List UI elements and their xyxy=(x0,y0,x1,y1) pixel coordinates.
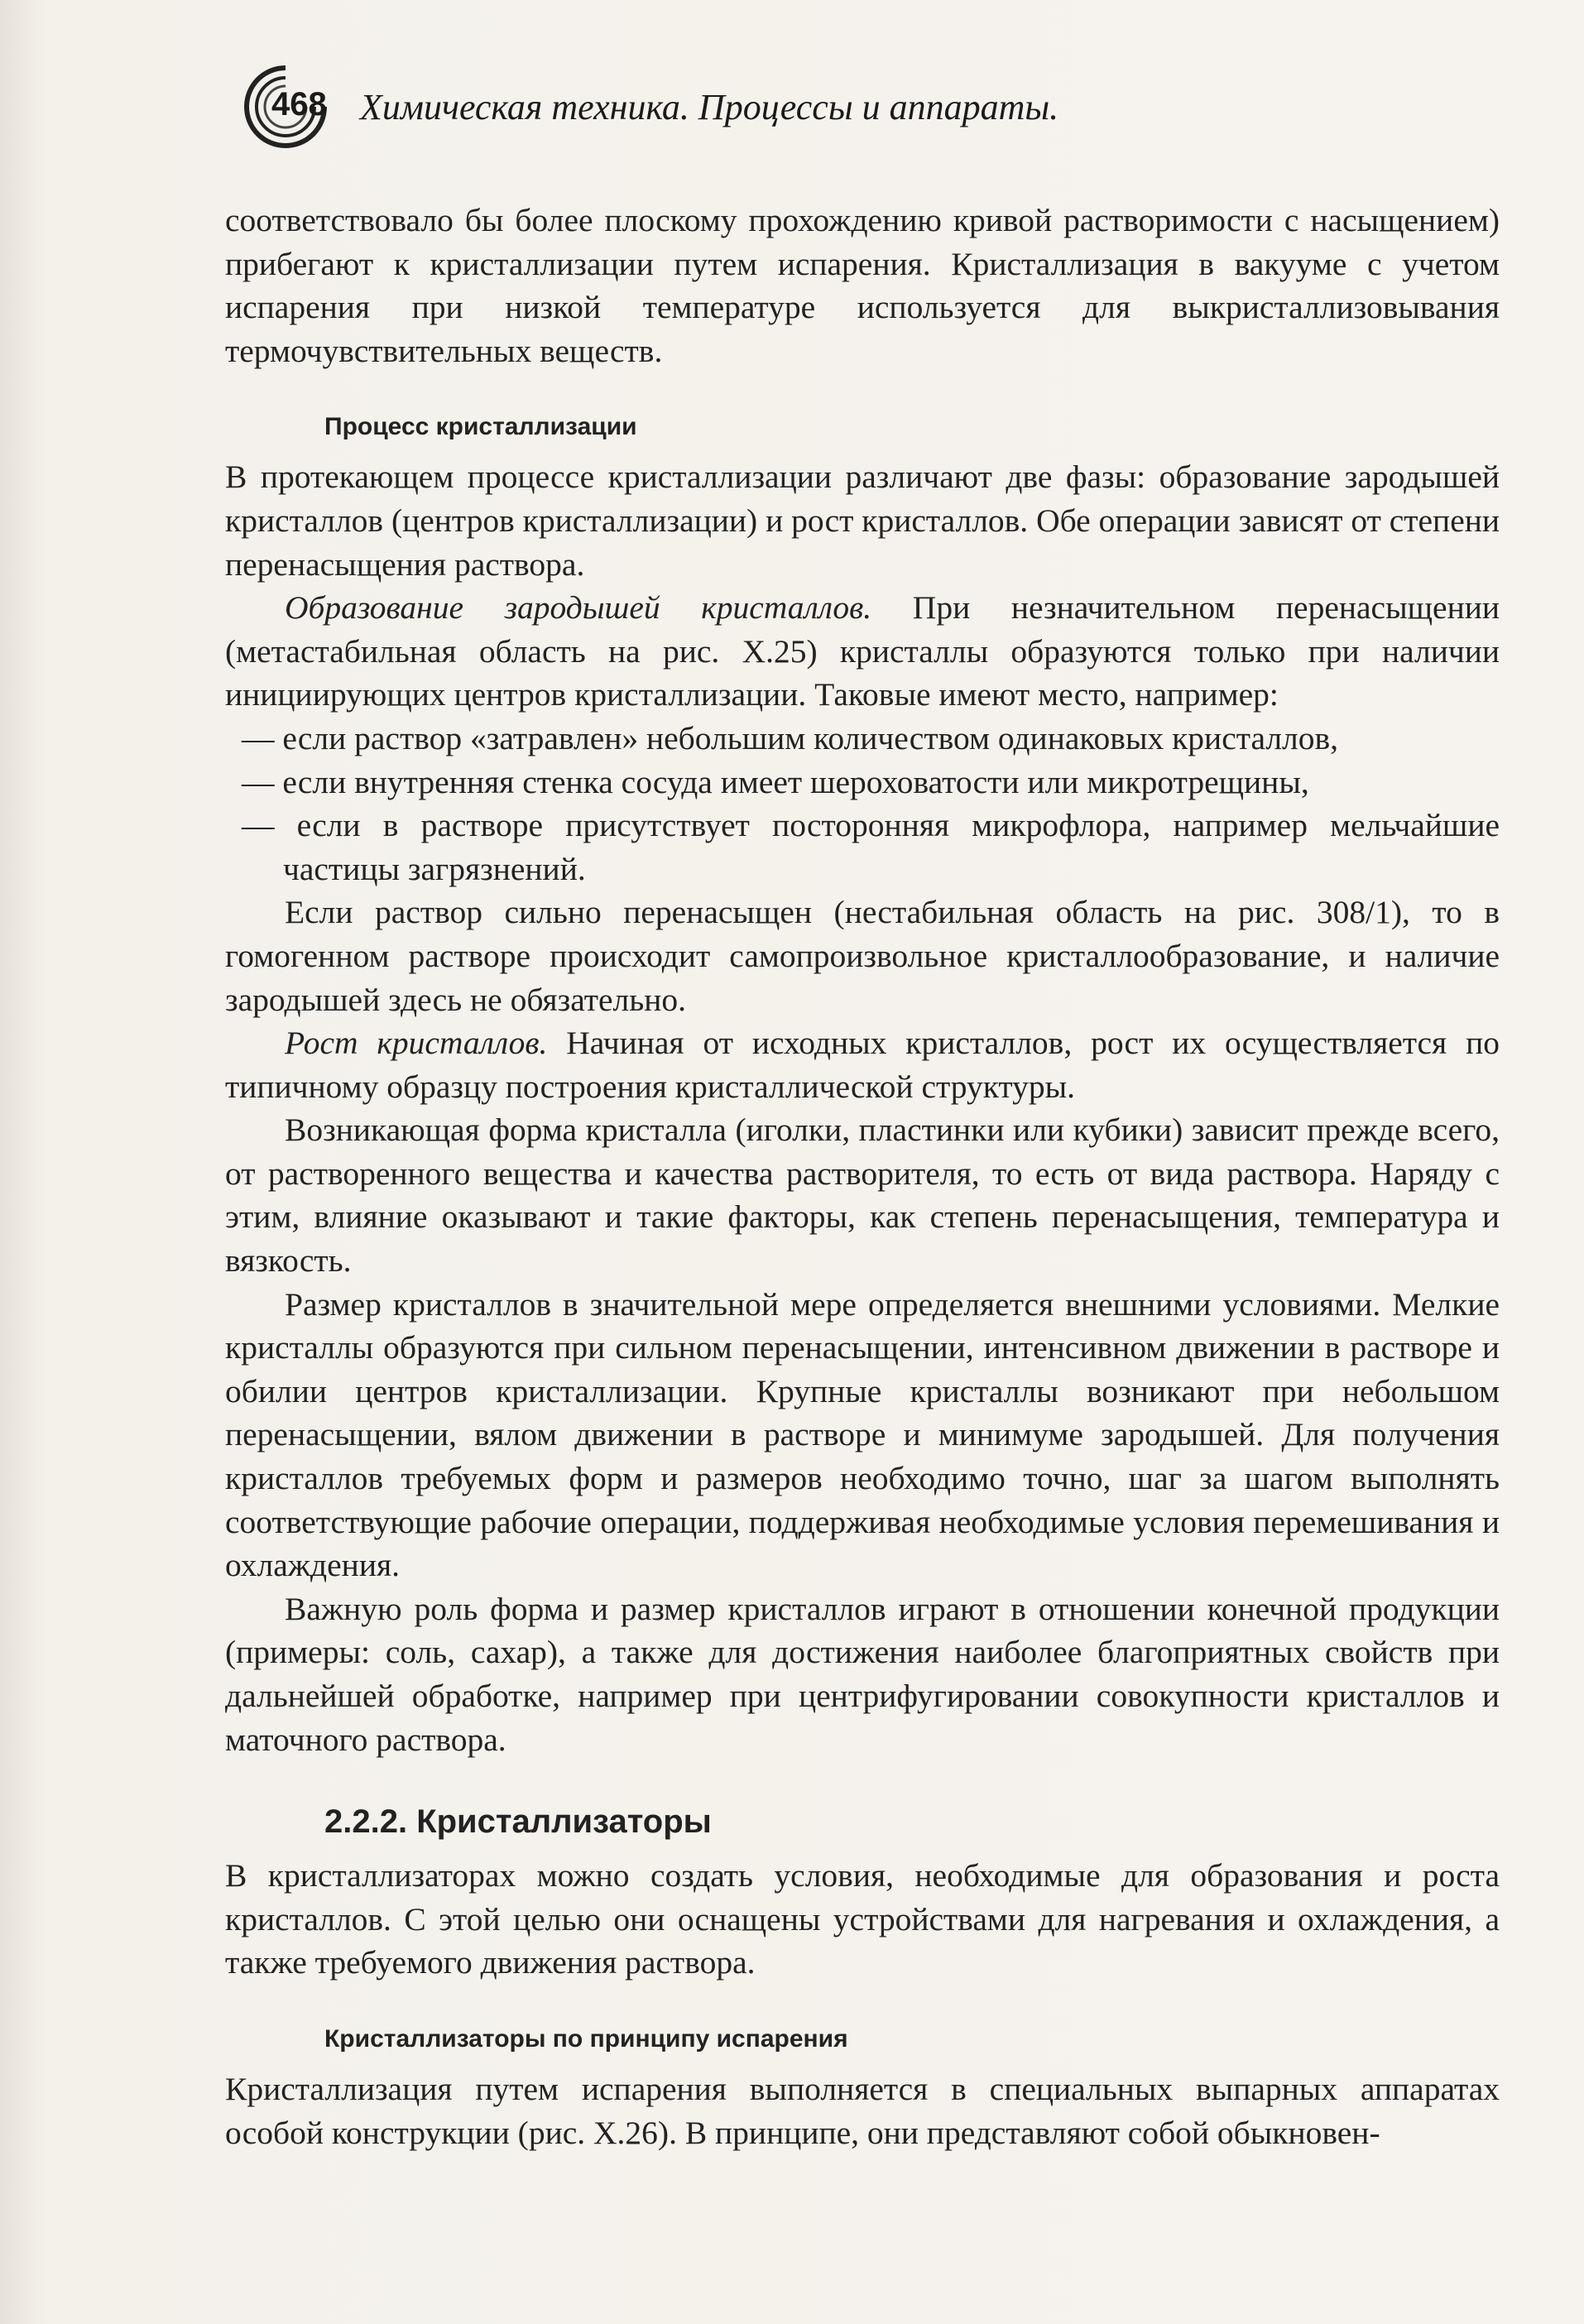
list-item: — если в растворе присутствует посторонняя микрофлора, например мельчайшие частицы загрязнений. xyxy=(242,807,1500,887)
section-heading-evaporation: Кристаллизаторы по принципу испарения xyxy=(324,2024,848,2053)
paragraph-body: При незначительном перенасыщении (метастабильная область на рис. X.25) кристаллы образуются только при наличии инициирующих центров кристаллизации. Таковые имеют место, например: xyxy=(225,589,1500,713)
page-header xyxy=(240,50,1531,174)
paragraph-lead: Образование зародышей кристаллов. xyxy=(285,589,872,627)
paragraph: Важную роль форма и размер кристаллов играют в отношении конечной продукции (примеры: соль, сахар), а также для достижения наиболее благоприятных свойств при дальнейшей обработке, например при центрифугировании совокупности кристаллов и маточного раствора. xyxy=(225,1590,1500,1758)
list-item: — если внутренняя стенка сосуда имеет шероховатости или микротрещины, xyxy=(242,763,1309,800)
running-title: Химическая техника. Процессы и аппараты. xyxy=(360,87,1059,127)
paragraph: Размер кристаллов в значительной мере определяется внешними условиями. Мелкие кристаллы образуются при сильном перенасыщении, интенсивном движении в растворе и обилии центров кристаллизации. Крупные кристаллы возникают при небольшом перенасыщении, вялом движении в растворе и минимуме зародышей. Для получения кристаллов требуемых форм и размеров необходимо точно, шаг за шагом выполнять соответствующие рабочие операции, поддерживая необходимые условия перемешивания и охлаждения. xyxy=(225,1285,1500,1584)
paragraph: В протекающем процессе кристаллизации различают две фазы: образование зародышей кристаллов (центров кристаллизации) и рост кристаллов. Обе операции зависят от степени перенасыщения раствора. xyxy=(225,459,1500,583)
paragraph-body: Начиная от исходных кристаллов, рост их осуществляется по типичному образцу построения кристаллической структуры. xyxy=(225,1025,1500,1105)
paragraph xyxy=(225,586,1500,717)
page-number: 468 xyxy=(271,86,327,122)
list-item: — если раствор «затравлен» небольшим количеством одинаковых кристаллов, xyxy=(242,719,1339,756)
paragraph xyxy=(225,1021,1500,1108)
section-heading-crystallizers: 2.2.2. Кристаллизаторы xyxy=(324,1803,712,1841)
paragraph: соответствовало бы более плоскому прохождению кривой растворимости с насыщением) прибегают к кристаллизации путем испарения. Кристаллизация в вакууме с учетом испарения при низкой температуре используется для выкристаллизовывания термочувствительных веществ. xyxy=(225,202,1500,369)
paragraph-lead: Рост кристаллов. xyxy=(285,1025,548,1062)
paragraph: Возникающая форма кристалла (иголки, пластинки или кубики) зависит прежде всего, от растворенного вещества и качества растворителя, то есть от вида раствора. Наряду с этим, влияние оказывают и такие факторы, как степень перенасыщения, температура и вязкость. xyxy=(225,1112,1500,1280)
paragraph: Если раствор сильно перенасыщен (нестабильная область на рис. 308/1), то в гомогенном растворе происходит самопроизвольное кристаллообразование, и наличие зародышей здесь не обязательно. xyxy=(225,894,1500,1018)
paragraph: В кристаллизаторах можно создать условия, необходимые для образования и роста кристаллов. С этой целью они оснащены устройствами для нагревания и охлаждения, а также требуемого движения раствора. xyxy=(225,1857,1500,1981)
main-text xyxy=(225,199,1500,2154)
section-heading-process: Процесс кристаллизации xyxy=(324,413,637,441)
paragraph: Кристаллизация путем испарения выполняется в специальных выпарных аппаратах особой конструкции (рис. X.26). В принципе, они представляют собой обыкновен- xyxy=(225,2070,1500,2151)
